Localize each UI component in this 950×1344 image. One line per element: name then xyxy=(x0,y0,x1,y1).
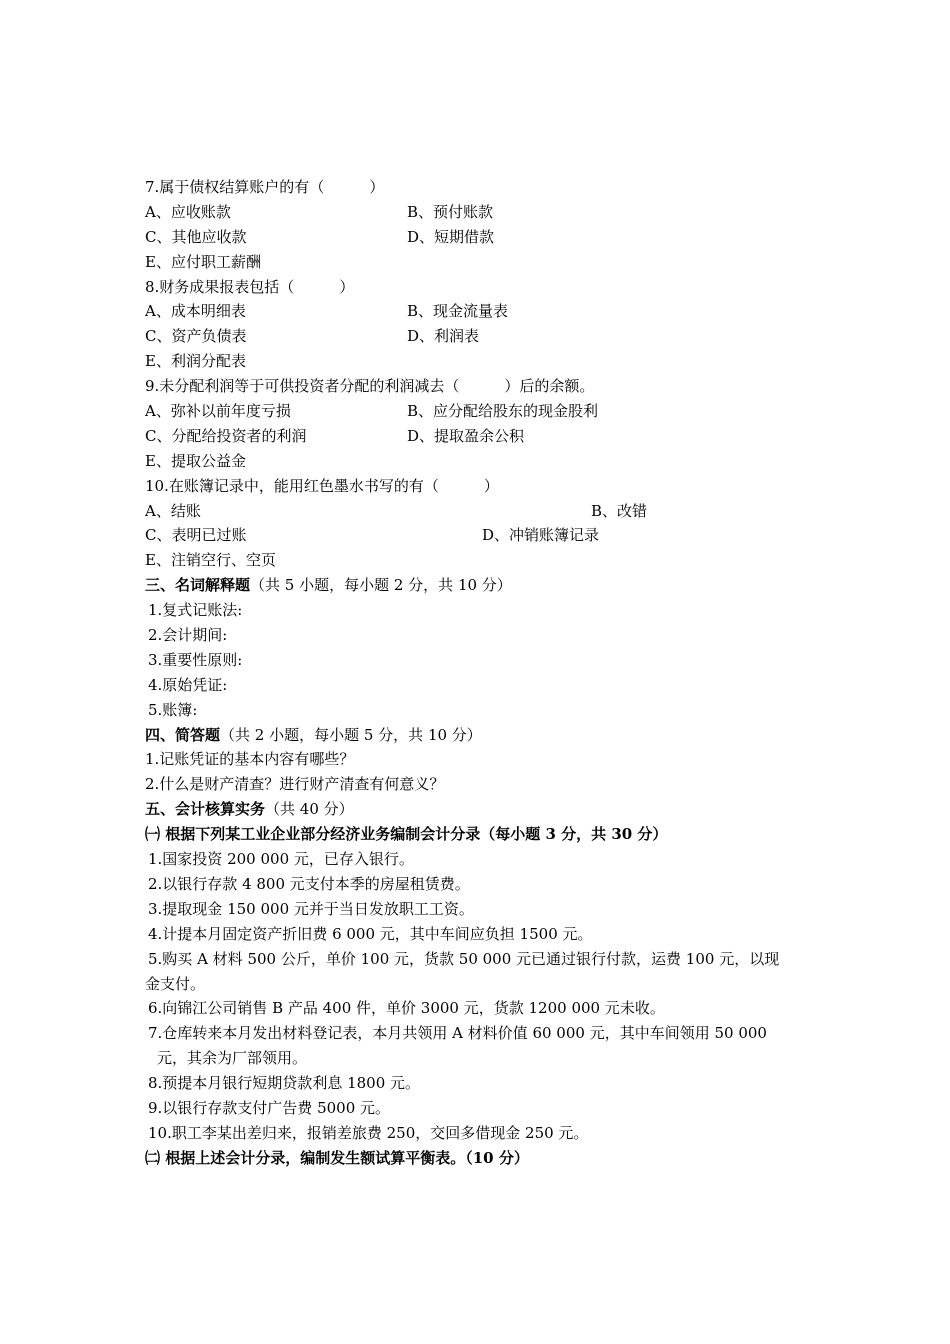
option-b: B、应分配给股东的现金股利 xyxy=(407,402,599,421)
option-e: E、注销空行、空页 xyxy=(145,551,276,570)
section-5-part-1: ㈠ 根据下列某工业企业部分经济业务编制会计分录（每小题 3 分，共 30 分） xyxy=(145,825,668,844)
journal-item: 5.购买 A 材料 500 公斤，单价 100 元，货款 50 000 元已通过银行付款，运费 100 元，以现 xyxy=(148,949,780,968)
term-item: 1.复式记账法: xyxy=(148,601,243,620)
question-9-row-ab xyxy=(145,399,815,424)
option-e: E、利润分配表 xyxy=(145,352,246,371)
option-d: D、短期借款 xyxy=(407,227,495,246)
section-5-title: 五、会计核算实务 xyxy=(145,800,266,819)
question-10-stem: 10.在账簿记录中，能用红色墨水书写的有（ ） xyxy=(145,476,499,495)
section-5-note: （共 40 分） xyxy=(265,800,354,819)
question-9-stem: 9.未分配利润等于可供投资者分配的利润减去（ ）后的余额。 xyxy=(145,377,595,396)
question-8-row-cd xyxy=(145,324,815,349)
question-10-row-cd xyxy=(145,523,815,548)
option-a: A、成本明细表 xyxy=(145,302,246,321)
term-item: 2.会计期间: xyxy=(148,626,228,645)
question-10-row-ab xyxy=(145,499,815,524)
journal-item: 1.国家投资 200 000 元，已存入银行。 xyxy=(148,850,414,869)
section-5-part-2: ㈡ 根据上述会计分录，编制发生额试算平衡表。（10 分） xyxy=(145,1148,529,1167)
option-a: A、弥补以前年度亏损 xyxy=(145,402,291,421)
section-5-heading xyxy=(145,797,815,822)
journal-item-continuation: 元，其余为厂部领用。 xyxy=(157,1049,308,1068)
section-4-note: （共 2 小题，每小题 5 分，共 10 分） xyxy=(220,725,482,744)
option-c: C、分配给投资者的利润 xyxy=(145,426,307,445)
option-b: B、预付账款 xyxy=(407,202,494,221)
journal-item: 9.以银行存款支付广告费 5000 元。 xyxy=(148,1098,391,1117)
section-4-heading xyxy=(145,723,815,748)
option-d: D、冲销账簿记录 xyxy=(482,526,600,545)
option-e: E、应付职工薪酬 xyxy=(145,252,261,271)
journal-item: 10.职工李某出差归来，报销差旅费 250，交回多借现金 250 元。 xyxy=(148,1123,589,1142)
option-c: C、其他应收款 xyxy=(145,227,247,246)
journal-item: 2.以银行存款 4 800 元支付本季的房屋租赁费。 xyxy=(148,874,470,893)
question-9-row-cd xyxy=(145,424,815,449)
term-item: 4.原始凭证: xyxy=(148,675,228,694)
option-b: B、现金流量表 xyxy=(407,302,509,321)
section-3-title: 三、名词解释题 xyxy=(145,576,251,595)
journal-item: 8.预提本月银行短期贷款利息 1800 元。 xyxy=(148,1074,421,1093)
option-a: A、结账 xyxy=(145,501,201,520)
journal-item: 7.仓库转来本月发出材料登记表，本月共领用 A 材料价值 60 000 元，其中车间领用 50 000 xyxy=(148,1024,767,1043)
section-3-note: （共 5 小题，每小题 2 分，共 10 分） xyxy=(250,576,512,595)
section-4-title: 四、简答题 xyxy=(145,725,221,744)
question-8-row-ab xyxy=(145,299,815,324)
short-answer-item: 1.记账凭证的基本内容有哪些？ xyxy=(145,750,355,769)
option-c: C、表明已过账 xyxy=(145,526,247,545)
short-answer-item: 2.什么是财产清查？进行财产清查有何意义？ xyxy=(145,775,445,794)
term-item: 3.重要性原则: xyxy=(148,650,243,669)
question-8-stem: 8.财务成果报表包括（ ） xyxy=(145,277,355,296)
term-item: 5.账簿: xyxy=(148,700,198,719)
journal-item-continuation: 金支付。 xyxy=(145,974,206,993)
option-a: A、应收账款 xyxy=(145,202,231,221)
option-d: D、利润表 xyxy=(407,327,480,346)
journal-item: 3.提取现金 150 000 元并于当日发放职工工资。 xyxy=(148,899,474,918)
option-c: C、资产负债表 xyxy=(145,327,247,346)
section-3-heading xyxy=(145,573,815,598)
journal-item: 6.向锦江公司销售 B 产品 400 件，单价 3000 元，货款 1200 000 元未收。 xyxy=(148,999,665,1018)
exam-content xyxy=(145,175,815,1171)
question-7-stem: 7.属于债权结算账户的有（ ） xyxy=(145,178,385,196)
option-b: B、改错 xyxy=(591,501,648,520)
journal-item: 4.计提本月固定资产折旧费 6 000 元，其中车间应负担 1500 元。 xyxy=(148,924,593,943)
question-7-row-cd xyxy=(145,225,815,250)
option-d: D、提取盈余公积 xyxy=(407,426,525,445)
option-e: E、提取公益金 xyxy=(145,451,246,470)
question-7-row-ab xyxy=(145,200,815,225)
